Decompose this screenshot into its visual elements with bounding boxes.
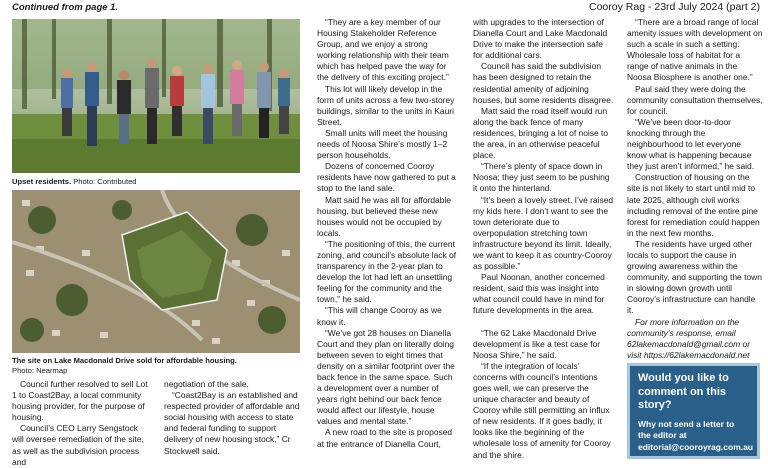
paragraph: The residents have urged other locals to support the cause in growing awareness within the community, and supporting the town in slowing down growth until Cooroy’s infrastructure can handle it. — [627, 238, 762, 316]
caption-bold: Upset residents. — [12, 177, 72, 186]
article-column-1 — [12, 379, 150, 468]
paragraph: Construction of housing on the site is not likely to start until mid to late 2025, although civil works including removal of the entire pine forest for remediation could happen in the next few months. — [627, 172, 760, 238]
paragraph: “We’ve been door-to-door knocking through the neighbourhood to let everyone know what is happening because they just aren’t informed,” he said. — [627, 116, 755, 172]
residents-photo — [12, 19, 300, 173]
caption-credit: Photo: Contributed — [71, 177, 137, 186]
paragraph: Paul Noonan, another concerned resident, said this was insight into what council could have in mind for future developments in the area. — [473, 272, 605, 316]
paragraph: “If the integration of locals’ concerns with council’s intentions goes well, we can preserve the unique character and beauty of Cooroy while still permitting an influx of new residents. If it goes badly, it looks like the beginning of the wholesale loss of amenity for Cooroy and the shire. — [473, 360, 611, 460]
more-info-note: For more information on the community’s response, email 62lakemacdonald@gmail.com or visit https://62lakemacdonald.net — [627, 316, 750, 360]
paragraph: “It’s been a lovely street. I’ve raised my kids here. I don’t want to see the town deteriorate due to overpopulation stretching town infrastructure beyond its limit. Ideally, we want to keep it as country-Cooroy as possible.” — [473, 194, 614, 272]
aerial-photo-caption — [12, 356, 307, 375]
callout-body[interactable]: Why not send a letter to the editor at editorial@cooroyrag.com.au — [638, 418, 754, 452]
paragraph: A new road to the site is proposed at the entrance of Dianella Court, — [317, 427, 453, 449]
callout-heading: Would you like to comment on this story? — [638, 372, 729, 411]
paragraph: Council’s CEO Larry Sengstock will oversee remediation of the site, as well as the subdivision process and — [12, 423, 144, 467]
masthead: Cooroy Rag - 23rd July 2024 (part 2) — [589, 1, 760, 13]
residents-photo-caption — [12, 177, 302, 187]
paragraph: “The positioning of this, the current zoning, and council’s absolute lack of transparency in the 2-year plan to develop the lot had left an unsettling feeling for the community and the town,” he said. — [317, 238, 457, 305]
paragraph: “There are a broad range of local amenity issues with development on such a scale in such a setting. Wholesale loss of habitat for a range of native animals in the Noosa Biosphere is another one.” — [627, 17, 763, 83]
paragraph: Paul said they were doing the community consultation themselves, for council. — [627, 83, 763, 116]
article-column-2 — [317, 17, 459, 450]
paragraph: “The 62 Lake Macdonald Drive development is like a test case for Noosa Shire,” he said. — [473, 327, 601, 360]
paragraph: Dozens of concerned Cooroy residents have now gathered to put a stop to the land sale. — [317, 161, 456, 194]
article-column-1b — [164, 379, 304, 457]
paragraph: “Coast2Bay is an established and respected provider of affordable and social housing with access to state and federal funding to support delivery of new housing stock,” Cr Stockwell said. — [164, 390, 300, 456]
paragraph: Council has said the subdivision has been designed to retain the residential amenity of adjoining houses, but some residents disagree. — [473, 61, 614, 105]
paragraph: Small units will meet the housing needs of Noosa Shire’s mostly 1–2 person households. — [317, 127, 448, 161]
paragraph: “We’ve got 28 houses on Dianella Court and they plan on literally doing between seven to eight times that density on a similar footprint over the back fence in the same space. Such a development over a number of years right behind our back fence would affect our lifestyle, house values and mental state.” — [317, 327, 455, 427]
continued-label: Continued from page 1. — [12, 2, 119, 13]
paragraph: negotiation of the sale. — [164, 379, 249, 389]
paragraph: with upgrades to the intersection of Dianella Court and Lake Macdonald Drive to make the intersection safe for additional cars. — [473, 17, 608, 61]
paragraph: “This will change Cooroy as we know it. — [317, 305, 442, 327]
paragraph: Council further resolved to sell Lot 1 to Coast2Bay, a local community housing provider, for the purpose of housing. — [12, 379, 148, 423]
caption-credit: Photo: Nearmap — [12, 365, 68, 375]
paragraph: This lot will likely develop in the form of units across a few two-storey buildings, similar to the units in Kauri Street. — [317, 83, 455, 127]
paragraph: “They are a key member of our Housing Stakeholder Reference Group, and we enjoy a strong working relationship with their team which has helped pave the way for the delivery of this exciting project.” — [317, 17, 449, 83]
paragraph: Matt said he was all for affordable housing, but believed these new houses would not be occupied by locals. — [317, 194, 452, 238]
paragraph: Matt said the road itself would run along the back fence of many residences, bringing a lot of noise to the area, in an otherwise peaceful place. — [473, 105, 609, 161]
article-column-4 — [627, 17, 763, 361]
letter-callout-box — [627, 363, 760, 459]
article-column-3 — [473, 17, 615, 461]
paragraph: “There’s plenty of space down in Noosa; they just seem to be pushing it onto the hinterland. — [473, 161, 610, 194]
aerial-site-photo — [12, 190, 300, 353]
caption-bold: The site on Lake Macdonald Drive sold for affordable housing. — [12, 356, 237, 365]
